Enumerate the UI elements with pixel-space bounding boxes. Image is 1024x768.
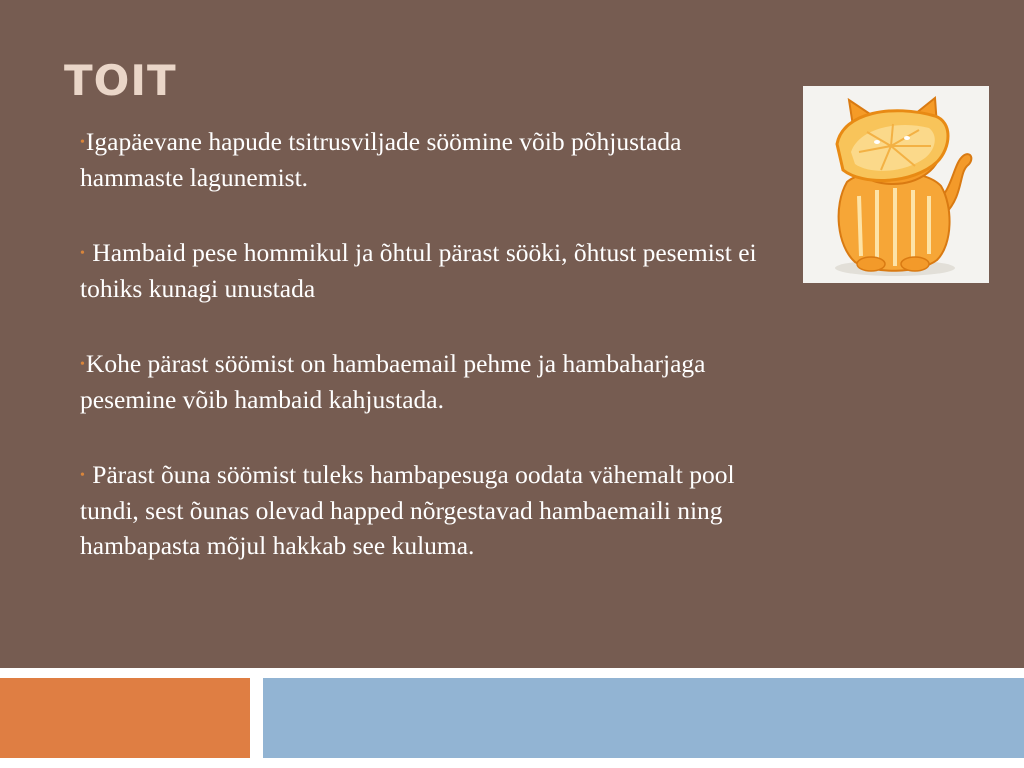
- bullet-marker: •: [80, 135, 85, 150]
- accent-bar-blue: [263, 678, 1024, 758]
- bullet-marker: •: [80, 468, 85, 483]
- bullet-item: [80, 346, 780, 417]
- orange-peel-cat-image: [803, 86, 989, 283]
- bullet-marker: •: [80, 246, 85, 261]
- bullet-marker: •: [80, 357, 85, 372]
- bullet-text: Hambaid pese hommikul ja õhtul pärast sööki, õhtust pesemist ei tohiks kunagi unustada: [80, 238, 757, 303]
- accent-bar-orange: [0, 678, 250, 758]
- bullet-text: Kohe pärast söömist on hambaemail pehme ja hambaharjaga pesemine võib hambaid kahjustada.: [80, 349, 706, 414]
- slide-title: TOIT: [64, 56, 177, 105]
- bullet-item: [80, 457, 780, 563]
- orange-cat-illustration: [803, 86, 989, 283]
- bullet-item: [80, 124, 780, 195]
- bullet-item: [80, 235, 780, 306]
- bullet-list: [80, 124, 780, 603]
- bullet-text: Igapäevane hapude tsitrusviljade söömine võib põhjustada hammaste lagunemist.: [80, 127, 682, 192]
- bullet-text: Pärast õuna söömist tuleks hambapesuga oodata vähemalt pool tundi, sest õunas olevad happed nõrgestavad hambaemaili ning hambapasta mõjul hakkab see kuluma.: [80, 460, 735, 560]
